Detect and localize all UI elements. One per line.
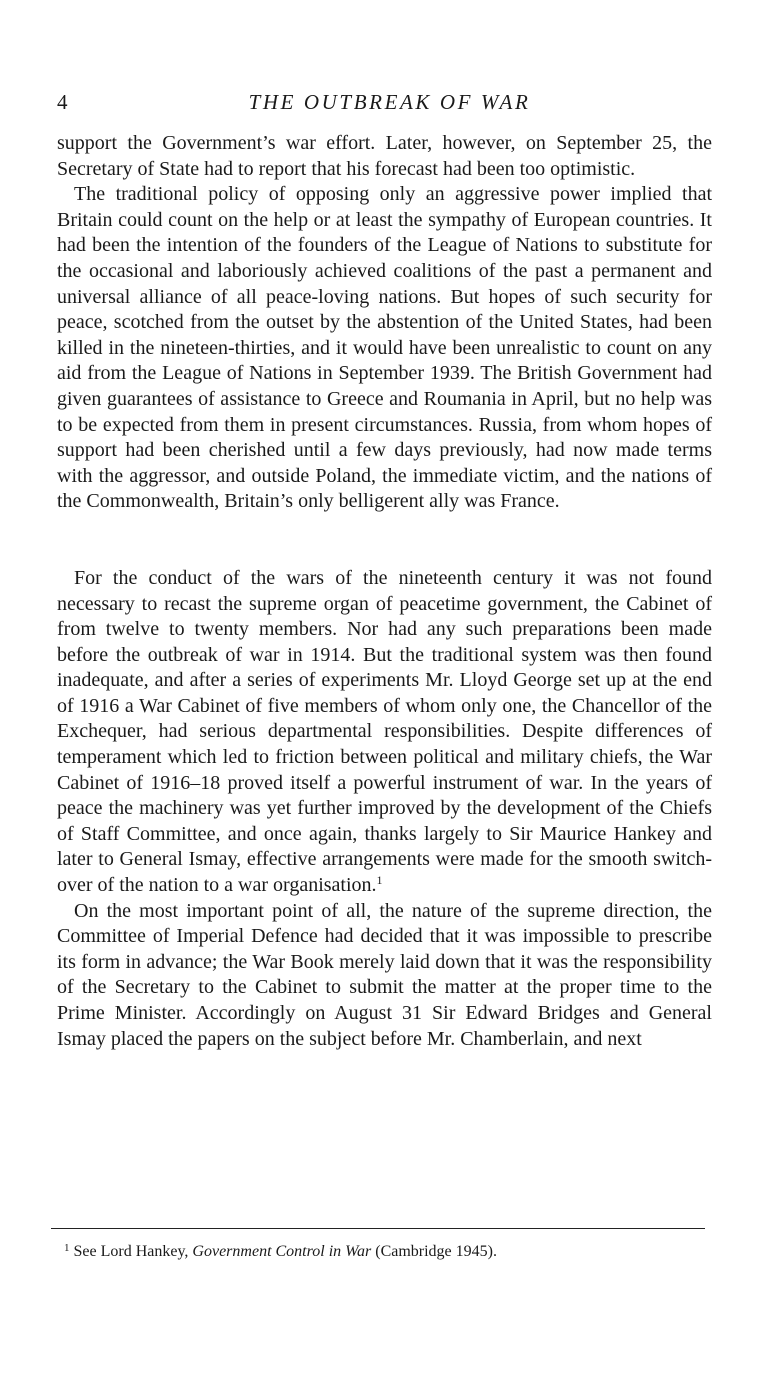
section-break [57, 515, 712, 566]
running-title: THE OUTBREAK OF WAR [248, 90, 531, 114]
footnote-book-title: Government Control in War [192, 1243, 372, 1260]
page-number: 4 [57, 90, 68, 114]
footnote-divider [51, 1228, 705, 1229]
footnote-suffix: (Cambridge 1945). [375, 1243, 497, 1260]
paragraph-continued: support the Government’s war effort. Later, however, on September 25, the Secretary of State had to report that his forecast had been too optimistic. [57, 132, 712, 180]
paragraph-conduct-of-wars [57, 566, 712, 899]
footnote-reference[interactable]: 1 [376, 873, 383, 888]
running-head [57, 88, 712, 120]
body-text [57, 131, 712, 1052]
footnote-prefix: See Lord Hankey, [73, 1243, 189, 1260]
paragraph-text: For the conduct of the wars of the nineteenth century it was not found necessary to recast the supreme organ of peacetime government, the Cabinet of from twelve to twenty members. Nor had any such preparations been made before the outbreak of war in 1914. But the traditional system was then found inadequate, and after a series of experiments Mr. Lloyd George set up at the end of 1916 a War Cabinet of five members of whom only one, the Chancellor of the Exchequer, had serious departmental responsibilities. Despite differences of temperament which led to friction between political and military chiefs, the War Cabinet of 1916–18 proved itself a powerful instrument of war. In the years of peace the machinery was yet further improved by the development of the Chiefs of Staff Committee, and once again, thanks largely to Sir Maurice Hankey and later to General Ismay, effective arrangements were made for the smooth switch-over of the nation to a war organisation. [57, 566, 712, 897]
paragraph-traditional-policy: The traditional policy of opposing only an aggressive power implied that Britain could count on the help or at least the sympathy of European countries. It had been the intention of the founders of the League of Nations to substitute for the occasional and laboriously achieved coalitions of the past a permanent and universal alliance of all peace-loving nations. But hopes of such security for peace, scotched from the outset by the abstention of the United States, had been killed in the nineteen-thirties, and it would have been unrealistic to count on any aid from the League of Nations in September 1939. The British Government had given guarantees of assistance to Greece and Roumania in April, but no help was to be expected from them in present circumstances. Russia, from whom hopes of support had been cherished until a few days previously, had now made terms with the aggressor, and outside Poland, the immediate victim, and the nations of the Commonwealth, Britain’s only belligerent ally was France. [57, 183, 712, 513]
footnote-number: 1 [64, 1242, 70, 1254]
footnote [64, 1238, 497, 1262]
paragraph-supreme-direction: On the most important point of all, the nature of the supreme direction, the Committee of Imperial Defence had decided that it was impossible to prescribe its form in advance; the War Book merely laid down that it was the responsibility of the Secretary to the Cabinet to submit the matter at the proper time to the Prime Minister. Accordingly on August 31 Sir Edward Bridges and General Ismay placed the papers on the subject before Mr. Chamberlain, and next [57, 899, 712, 1050]
book-page [57, 88, 712, 1052]
